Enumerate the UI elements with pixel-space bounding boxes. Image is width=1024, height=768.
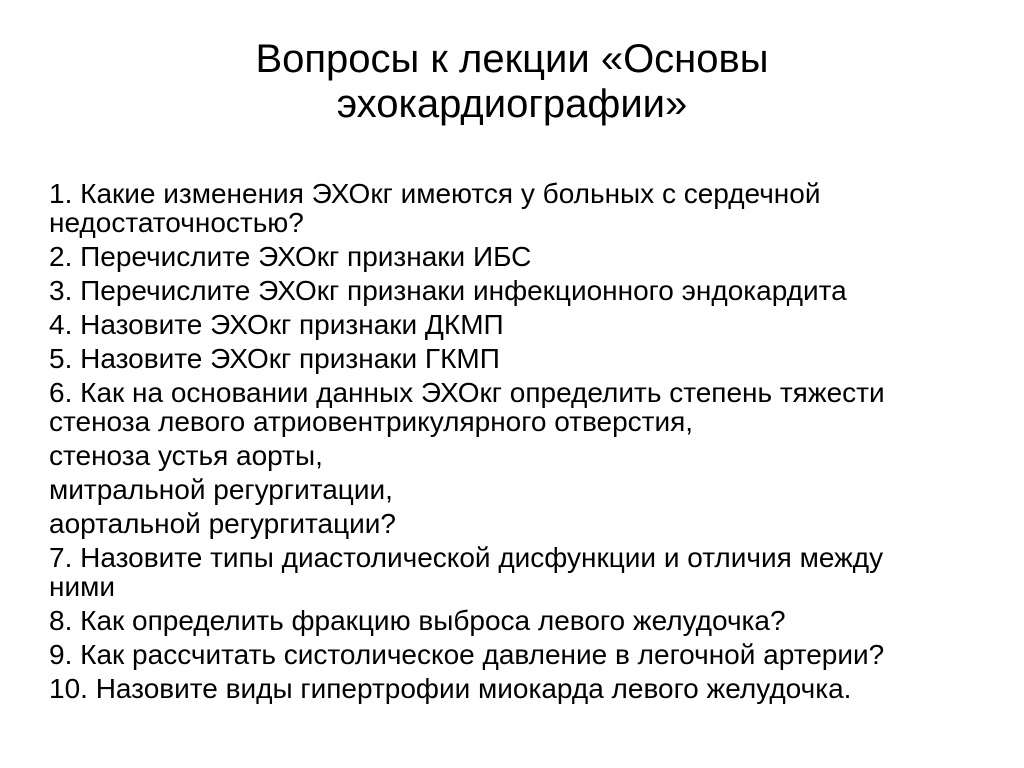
question-text: 9. Как рассчитать систолическое давление в легочной артерии? [49, 639, 885, 670]
slide-title [0, 37, 1024, 127]
question-item-6 [49, 378, 989, 436]
question-text: ними [49, 571, 115, 602]
question-item-6-continuation-aortic-stenosis [49, 441, 989, 470]
question-text: аортальной регургитации? [49, 508, 397, 539]
question-text: 4. Назовите ЭХОкг признаки ДКМП [49, 309, 504, 340]
question-list [49, 179, 989, 708]
question-item-1 [49, 179, 989, 237]
slide-title-line-2: эхокардиографии» [336, 82, 688, 126]
question-text: 6. Как на основании данных ЭХОкг определить степень тяжести [49, 377, 885, 408]
question-text: недостаточностью? [49, 207, 304, 238]
question-text: 3. Перечислите ЭХОкг признаки инфекционного эндокардита [49, 275, 847, 306]
question-item-9 [49, 640, 989, 669]
question-item-7 [49, 543, 989, 601]
question-item-4 [49, 310, 989, 339]
question-text: 10. Назовите виды гипертрофии миокарда левого желудочка. [49, 673, 852, 704]
question-item-6-continuation-aortic-regurgitation [49, 509, 989, 538]
question-item-8 [49, 606, 989, 635]
question-text: стеноза устья аорты, [49, 440, 323, 471]
question-item-10 [49, 674, 989, 703]
question-text: стеноза левого атриовентрикулярного отверстия, [49, 406, 694, 437]
question-text: митральной регургитации, [49, 474, 393, 505]
question-text: 2. Перечислите ЭХОкг признаки ИБС [49, 241, 532, 272]
question-text: 1. Какие изменения ЭХОкг имеются у больных с сердечной [49, 178, 821, 209]
question-text: 7. Назовите типы диастолической дисфункции и отличия между [49, 542, 884, 573]
question-item-6-continuation-mitral-regurgitation [49, 475, 989, 504]
slide-title-line-1: Вопросы к лекции «Основы [255, 37, 769, 81]
question-text: 8. Как определить фракцию выброса левого желудочка? [49, 605, 786, 636]
question-text: 5. Назовите ЭХОкг признаки ГКМП [49, 343, 500, 374]
question-item-3 [49, 276, 989, 305]
question-item-2 [49, 242, 989, 271]
question-item-5 [49, 344, 989, 373]
